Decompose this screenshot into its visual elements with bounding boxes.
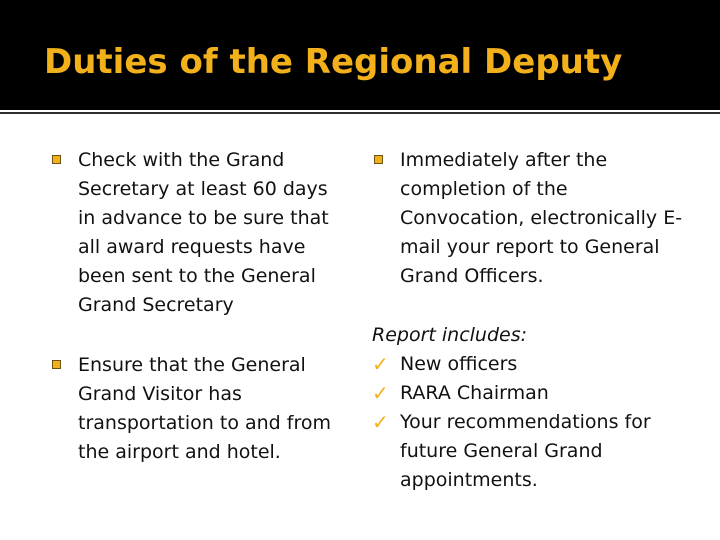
left-column <box>50 146 350 467</box>
report-intro: Report includes: <box>372 324 528 346</box>
report-item-text: RARA Chairman <box>400 382 549 404</box>
spacer <box>372 291 690 321</box>
checkmark-icon: ✓ <box>372 410 389 434</box>
header-divider <box>0 112 720 114</box>
report-item <box>372 408 690 495</box>
bullet-item <box>50 146 350 320</box>
report-item <box>372 350 690 379</box>
report-item <box>372 379 690 408</box>
bullet-text: Check with the Grand Secretary at least 60 days in advance to be sure that all award requests have been sent to the General Grand Secretary <box>78 149 329 316</box>
report-item-text: New officers <box>400 353 518 375</box>
report-item-text: Your recommendations for future General Grand appointments. <box>400 411 651 491</box>
slide-title: Duties of the Regional Deputy <box>44 42 623 82</box>
bullet-item <box>372 146 690 291</box>
checkmark-icon: ✓ <box>372 352 389 376</box>
checkmark-icon: ✓ <box>372 381 389 405</box>
square-bullet-icon <box>52 155 61 164</box>
bullet-text: Ensure that the General Grand Visitor has transportation to and from the airport and hotel. <box>78 354 331 463</box>
bullet-text: Immediately after the completion of the Convocation, electronically E-mail your report to General Grand Officers. <box>400 149 683 287</box>
bullet-item <box>50 351 350 467</box>
right-column <box>372 146 690 495</box>
title-bar <box>0 0 720 110</box>
spacer <box>50 320 350 351</box>
square-bullet-icon <box>52 360 61 369</box>
square-bullet-icon <box>374 155 383 164</box>
